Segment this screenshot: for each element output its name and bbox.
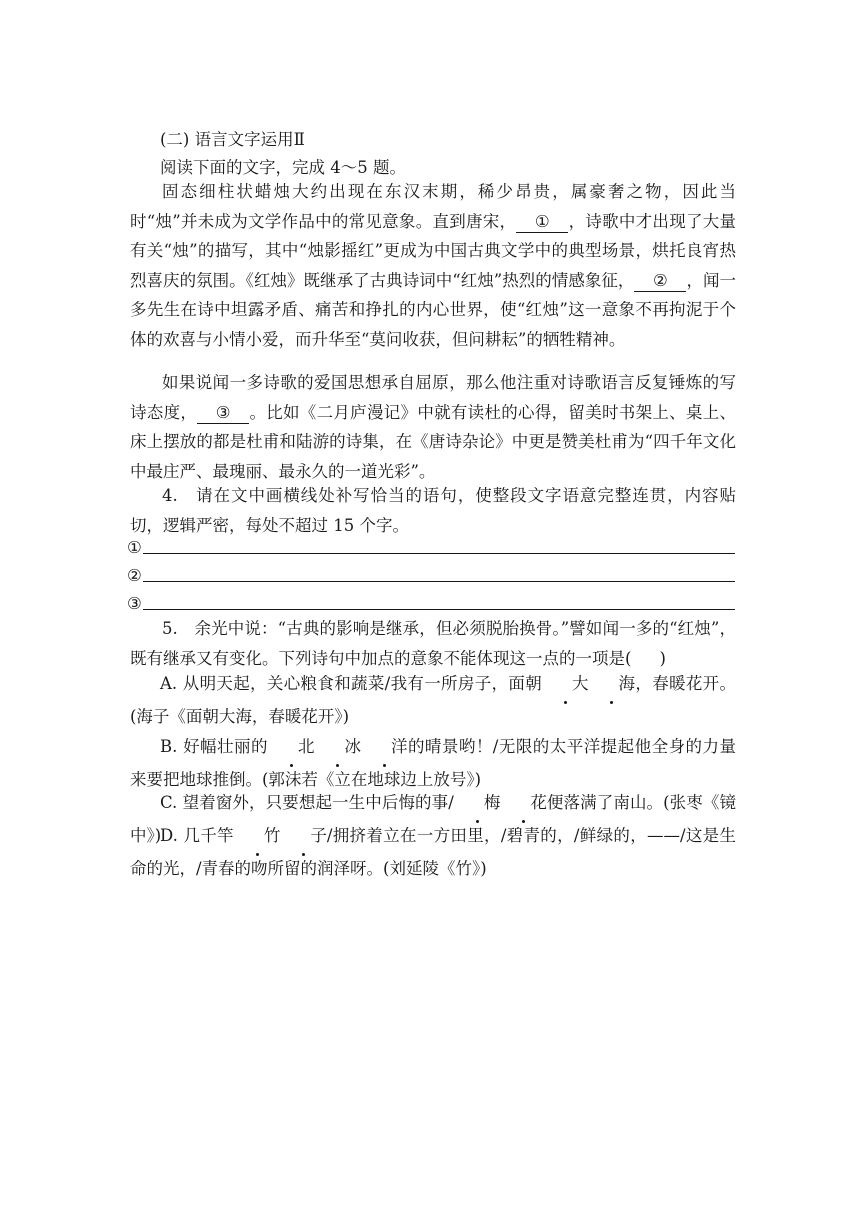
dotted-word: 梅 花 (454, 793, 547, 812)
passage-text: ，诗歌中才出现了大量有关“烛”的描写，其中“烛影摇红”更成为中国古典文学中的典型场景，烘托良宵热烈喜庆的氛围。《红烛》既继承了古典诗词中“红烛”热烈的情感象征， (130, 211, 736, 290)
blank-3: ③ (197, 403, 249, 424)
answer-line-3[interactable] (127, 590, 735, 614)
section-title: (二) 语言文字运用Ⅱ (160, 130, 305, 149)
passage-text: 固态细柱状蜡烛大约出现在东汉末期，稀少昂贵，属豪奢之物，因此当时“烛”并未成为文学作品中的常见意象。直到唐宋， (130, 182, 736, 231)
question-5-close-paren: ) (659, 648, 666, 668)
answer-line-number: ② (127, 566, 142, 585)
dotted-word: 北 冰 洋 (268, 737, 408, 756)
answer-line-number: ① (127, 538, 142, 557)
option-b[interactable]: B. 好幅壮丽的 北 冰 洋的晴景哟！/无限的太平洋提起他全身的力量来要把地球推倒。(郭沫若《立在地球边上放号》) (130, 730, 736, 796)
reading-instruction: 阅读下面的文字，完成 4～5 题。 (160, 158, 406, 177)
passage-paragraph-2 (130, 368, 736, 486)
option-d[interactable]: D. 几千竿 竹 子/拥挤着立在一方田里，/碧青的，/鲜绿的，——/这是生命的光，/青春的吻所留的润泽呀。(刘延陵《竹》) (130, 819, 736, 885)
option-c[interactable]: C. 望着窗外，只要想起一生中后悔的事/ 梅 花便落满了南山。(张枣《镜中》) (130, 786, 736, 852)
passage-text: ，闻一多先生在诗中坦露矛盾、痛苦和挣扎的内心世界，使“红烛”这一意象不再拘泥于个体的欢喜与小情小爱，而升华至“莫问收获，但问耕耘”的牺牲精神。 (130, 270, 736, 349)
blank-2: ② (634, 271, 686, 292)
option-a[interactable]: A. 从明天起，关心粮食和蔬菜/我有一所房子，面朝 大 海，春暖花开。(海子《面朝大海，春暖花开》) (130, 667, 736, 733)
answer-line-1[interactable] (127, 534, 735, 558)
passage-text: 如果说闻一多诗歌的爱国思想承自屈原，那么他注重对诗歌语言反复锤炼的写诗态度， (130, 373, 736, 422)
passage-text: 。比如《二月庐漫记》中就有读杜的心得，留美时书架上、桌上、床上摆放的都是杜甫和陆游的诗集，在《唐诗杂论》中更是赞美杜甫为“四千年文化中最庄严、最瑰丽、最永久的一道光彩”。 (130, 402, 737, 481)
answer-line-number: ③ (127, 594, 142, 613)
question-4: 4. 请在文中画横线处补写恰当的语句，使整段文字语意完整连贯，内容贴切，逻辑严密，每处不超过 15 个字。 (130, 486, 736, 535)
question-5 (130, 614, 736, 673)
question-5-text: 5. 余光中说：“古典的影响是继承，但必须脱胎换骨。”譬如闻一多的“红烛”，既有继承又有变化。下列诗句中加点的意象不能体现这一点的一项是( (130, 619, 736, 668)
answer-line-2[interactable] (127, 562, 735, 586)
blank-1: ① (516, 212, 568, 233)
dotted-word: 大 海 (542, 674, 635, 693)
dotted-word: 竹 子 (234, 826, 327, 845)
passage-paragraph-1 (130, 177, 736, 354)
